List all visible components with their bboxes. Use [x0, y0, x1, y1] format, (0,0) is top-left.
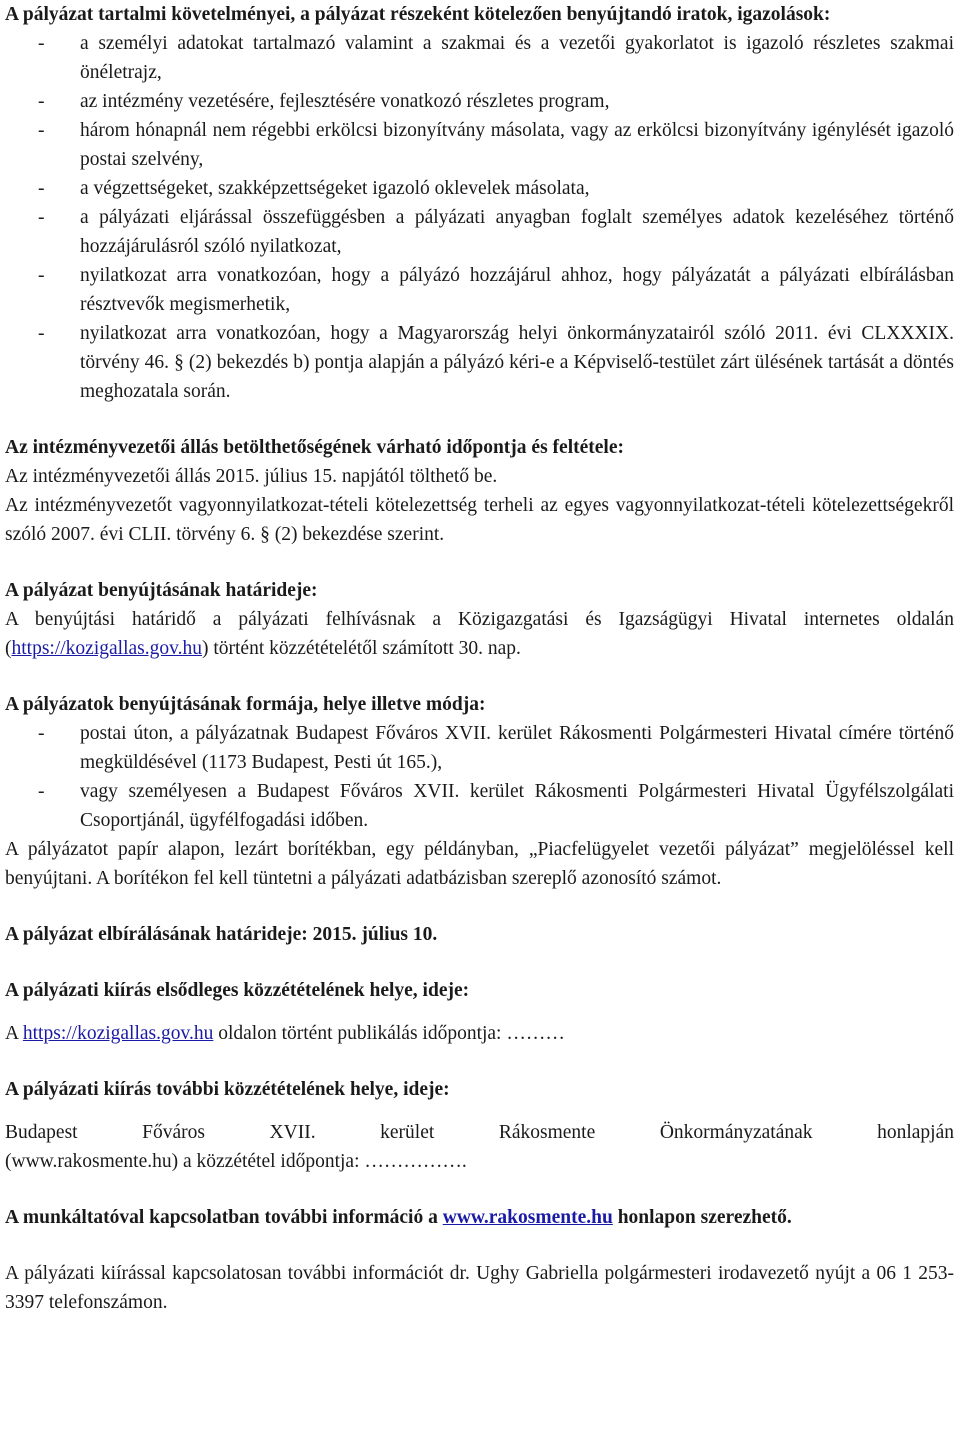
list-item — [5, 203, 954, 261]
primary-publication-text — [5, 1019, 954, 1048]
deadline-text-before: A benyújtási határidő a pályázati felhívásnak a Közigazgatási és Igazságügyi Hivatal internetes oldalán ( — [5, 609, 954, 659]
list-dash: - — [38, 781, 45, 802]
more-info-before: A munkáltatóval kapcsolatban további információ a — [5, 1207, 443, 1228]
list-dash: - — [38, 207, 45, 228]
requirements-list — [5, 29, 954, 406]
more-info-text — [5, 1203, 954, 1232]
list-item — [5, 29, 954, 87]
rakosmente-link[interactable]: www.rakosmente.hu — [442, 1207, 613, 1228]
further-publication-heading: A pályázati kiírás további közzétételének helye, ideje: — [5, 1079, 450, 1100]
list-item — [5, 319, 954, 406]
list-item — [5, 261, 954, 319]
list-dash: - — [38, 323, 45, 344]
list-dash: - — [38, 91, 45, 112]
list-item-text: három hónapnál nem régebbi erkölcsi bizonyítvány másolata, vagy az erkölcsi bizonyítvány igénylését igazoló postai szelvény, — [80, 120, 954, 170]
deadline-text — [5, 605, 954, 663]
primary-publication-after: oldalon történt publikálás időpontja: ……… — [213, 1023, 565, 1044]
evaluation-deadline: A pályázat elbírálásának határideje: 2015. július 10. — [5, 924, 438, 945]
deadline-text-after: ) történt közzétételétől számított 30. nap. — [201, 638, 521, 659]
asset-declaration-text: Az intézményvezetőt vagyonnyilatkozat-tételi kötelezettség terheli az egyes vagyonnyilatkozat-tételi kötelezettségekről szóló 2007. évi CLII. törvény 6. § (2) bekezdése szerint. — [5, 495, 954, 545]
list-item-text: postai úton, a pályázatnak Budapest Főváros XVII. kerület Rákosmenti Polgármesteri Hivatal címére történő megküldésével (1173 Budapest, Pesti út 165.), — [80, 723, 954, 773]
list-item-text: a pályázati eljárással összefüggésben a pályázati anyagban foglalt személyes adatok kezeléséhez történő hozzájárulásról szóló nyilatkozat, — [80, 207, 954, 257]
list-dash: - — [38, 723, 45, 744]
list-dash: - — [38, 265, 45, 286]
list-item-text: az intézmény vezetésére, fejlesztésére vonatkozó részletes program, — [80, 91, 610, 112]
list-item-text: a személyi adatokat tartalmazó valamint a szakmai és a vezetői gyakorlatot is igazoló részletes szakmai önéletrajz, — [80, 33, 954, 83]
envelope-note: A pályázatot papír alapon, lezárt borítékban, egy példányban, „Piacfelügyelet vezetői pályázat” megjelöléssel kell benyújtani. A borítékon fel kell tüntetni a pályázati adatbázisban szereplő azonosító számot. — [5, 839, 954, 889]
deadline-heading: A pályázat benyújtásának határideje: — [5, 580, 318, 601]
further-publication-line2: (www.rakosmente.hu) a közzététel időpontja: ……………. — [5, 1151, 467, 1172]
kozigallas-link[interactable]: https://kozigallas.gov.hu — [11, 638, 202, 659]
list-item — [5, 116, 954, 174]
list-item — [5, 719, 954, 777]
list-dash: - — [38, 120, 45, 141]
list-item — [5, 174, 954, 203]
submission-list — [5, 719, 954, 835]
availability-heading: Az intézményvezetői állás betölthetőségének várható időpontja és feltétele: — [5, 437, 624, 458]
list-item-text: vagy személyesen a Budapest Főváros XVII. kerület Rákosmenti Polgármesteri Hivatal Ügyfélszolgálati Csoportjánál, ügyfélfogadási időben. — [80, 781, 954, 831]
list-dash: - — [38, 178, 45, 199]
more-info-after: honlapon szerezhető. — [612, 1207, 792, 1228]
list-item-text: nyilatkozat arra vonatkozóan, hogy a Magyarország helyi önkormányzatairól szóló 2011. évi CLXXXIX. törvény 46. § (2) bekezdés b) pontja alapján a pályázó kéri-e a Képviselő-testület zárt ülésének tartását a döntés meghozatala során. — [80, 323, 954, 402]
primary-publication-before: A — [5, 1023, 23, 1044]
list-item-text: nyilatkozat arra vonatkozóan, hogy a pályázó hozzájárul ahhoz, hogy pályázatát a pályázati elbírálásban résztvevők megismerhetik, — [80, 265, 954, 315]
kozigallas-link[interactable]: https://kozigallas.gov.hu — [22, 1023, 214, 1044]
list-item-text: a végzettségeket, szakképzettségeket igazoló oklevelek másolata, — [80, 178, 590, 199]
submission-heading: A pályázatok benyújtásának formája, helye illetve módja: — [5, 694, 486, 715]
primary-publication-heading: A pályázati kiírás elsődleges közzétételének helye, ideje: — [5, 980, 470, 1001]
list-item — [5, 777, 954, 835]
availability-date: Az intézményvezetői állás 2015. július 15. napjától tölthető be. — [5, 466, 498, 487]
contact-text: A pályázati kiírással kapcsolatosan további információt dr. Ughy Gabriella polgármesteri irodavezető nyújt a 06 1 253-3397 telefonszámon. — [5, 1263, 954, 1313]
list-dash: - — [38, 33, 45, 54]
requirements-heading: A pályázat tartalmi követelményei, a pályázat részeként kötelezően benyújtandó iratok, igazolások: — [5, 4, 831, 25]
further-publication-line1: Budapest Főváros XVII. kerület Rákosmente Önkormányzatának honlapján — [5, 1122, 954, 1143]
list-item — [5, 87, 954, 116]
